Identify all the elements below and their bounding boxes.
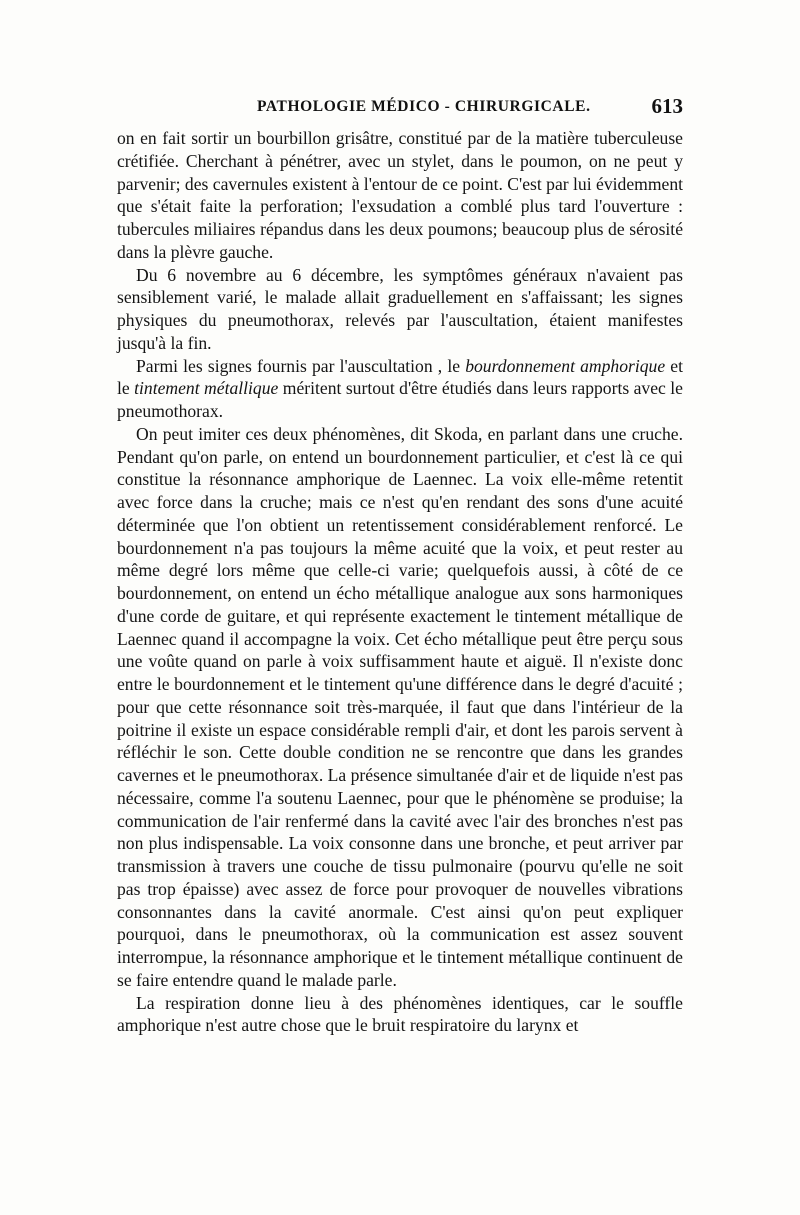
paragraph-auscultation-signs: [117, 355, 683, 423]
running-title: PATHOLOGIE MÉDICO - CHIRURGICALE.: [257, 98, 591, 115]
body-text: [117, 127, 683, 1037]
paragraph-skoda-experiment: On peut imiter ces deux phénomènes, dit Skoda, en parlant dans une cruche. Pendant qu'on parle, on entend un bourdonnement particulier, et c'est là ce qui constitue la résonnance amphorique de Laennec. La voix elle-même retentit avec force dans la cruche; mais ce n'est qu'en rendant des sons d'une acuité déterminée que l'on obtient un retentissement considérablement renforcé. Le bourdonnement n'a pas toujours la même acuité que la voix, et peut rester au même degré lors même que celle-ci varie; quelquefois aussi, à côté de ce bourdonnement, on entend un écho métallique analogue aux sons harmoniques d'une corde de guitare, et qui représente exactement le tintement métallique de Laennec quand il accompagne la voix. Cet écho métallique peut être perçu sous une voûte quand on parle à voix suffisamment haute et aiguë. Il n'existe donc entre le bourdonnement et le tintement qu'une différence dans le degré d'acuité ; pour que cette résonnance soit très-marquée, il faut que dans l'intérieur de la poitrine il existe un espace considérable rempli d'air, et dont les parois servent à réfléchir le son. Cette double condition ne se rencontre que dans les grandes cavernes et le pneumothorax. La présence simultanée d'air et de liquide n'est pas nécessaire, comme l'a soutenu Laennec, pour que le phénomène se produise; la communication de l'air renfermé dans la cavité avec l'air des bronches n'est pas non plus indispensable. La voix consonne dans une bronche, et peut arriver par transmission à travers une couche de tissu pulmonaire (pourvu qu'elle ne soit pas trop épaisse) avec assez de force pour provoquer de nouvelles vibrations consonnantes dans la cavité anormale. C'est ainsi qu'on peut expliquer pourquoi, dans le pneumothorax, où la communication est assez souvent interrompue, la résonnance amphorique et le tintement métallique continuent de se faire entendre quand le malade parle.: [117, 423, 683, 990]
paragraph-text-segment: Parmi les signes fournis par l'auscultation , le: [136, 355, 466, 376]
paragraph-symptoms: Du 6 novembre au 6 décembre, les symptômes généraux n'avaient pas sensiblement varié, le malade allait graduellement en s'affaissant; les signes physiques du pneumothorax, relevés par l'auscultation, étaient manifestes jusqu'à la fin.: [117, 264, 683, 353]
term-tintement-metallique: tintement métallique: [134, 378, 279, 399]
paragraph-continuation: on en fait sortir un bourbillon grisâtre, constitué par de la matière tuberculeuse crétifiée. Cherchant à pénétrer, avec un stylet, dans le poumon, on ne peut y parvenir; des cavernules existent à l'entour de ce point. C'est par lui évidemment que s'était faite la perforation; l'exsudation a comblé plus tard l'ouverture : tubercules miliaires répandus dans les deux poumons; beaucoup plus de sérosité dans la plèvre gauche.: [117, 128, 683, 262]
term-bourdonnement-amphorique: bourdonnement amphorique: [465, 355, 666, 376]
paragraph-text-segment: méritent surtout d'être étudiés dans leurs rapports avec le pneumothorax.: [117, 378, 683, 421]
page-header: [117, 92, 683, 124]
paragraph-respiration: La respiration donne lieu à des phénomènes identiques, car le souffle amphorique n'est autre chose que le bruit respiratoire du larynx et: [117, 992, 683, 1036]
page-number: 613: [651, 94, 683, 118]
paragraph-text-segment: et le: [117, 355, 683, 399]
